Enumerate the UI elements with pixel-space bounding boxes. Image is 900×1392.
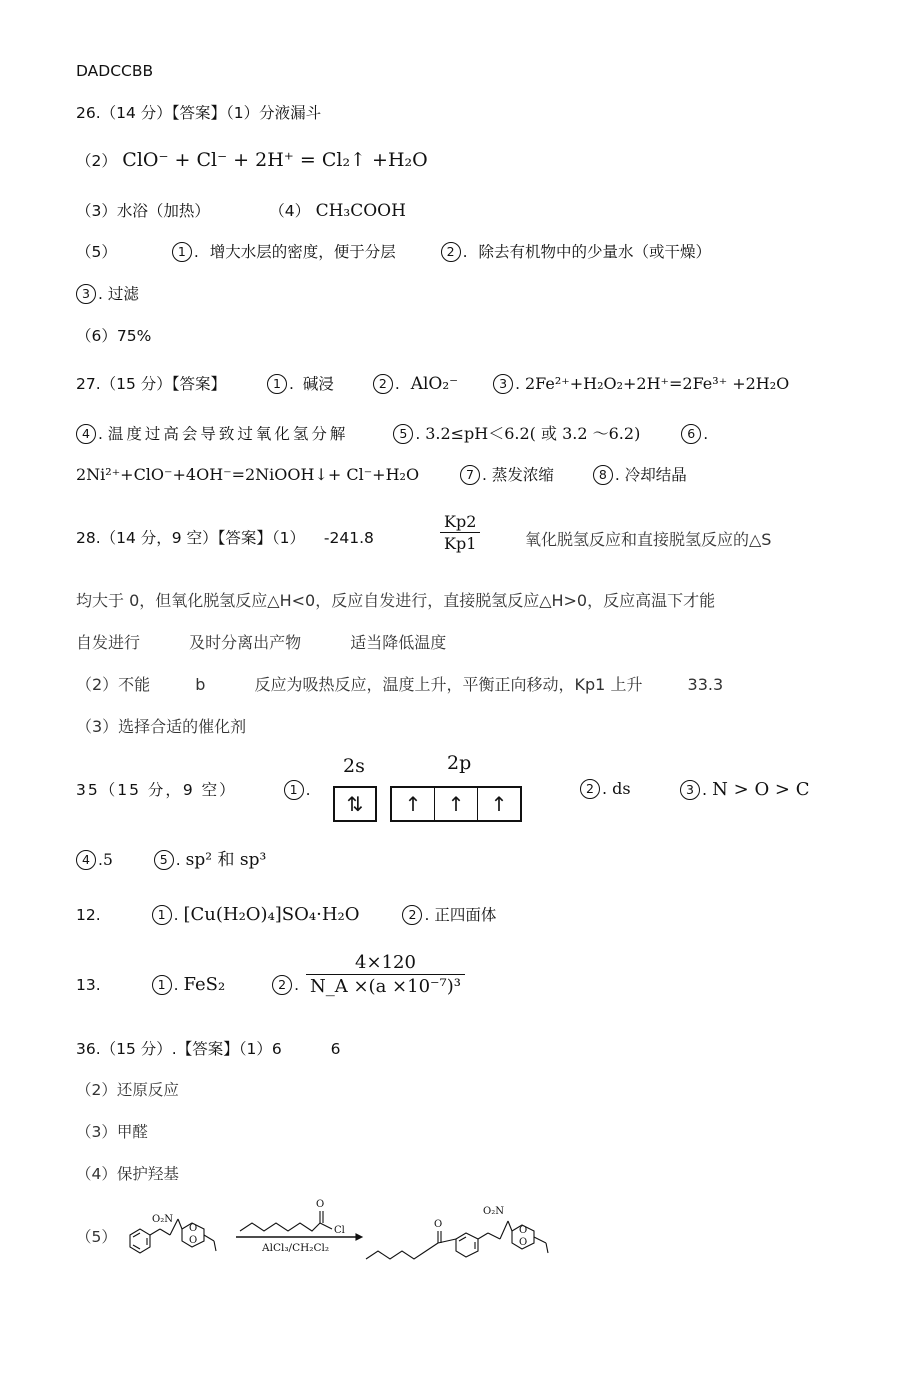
q27-heading: 27.（15 分）【答案】 [76, 375, 227, 393]
q35-line2: 4 .5 5 . sp² 和 sp³ [76, 849, 266, 871]
q13-line: 13. 1 . FeS₂ 2 . [76, 974, 300, 995]
circled-2-icon: 2 [580, 779, 600, 799]
q26-part5-line2: 3 . 过滤 [76, 283, 139, 305]
q26-part5-answer2: 除去有机物中的少量水（或干燥） [478, 243, 712, 261]
q27-answer3: 2Fe²⁺+H₂O₂+2H⁺=2Fe³⁺ +2H₂O [524, 374, 790, 393]
choices-answer: DADCCBB [76, 62, 154, 80]
q28-fraction-denominator: Kp1 [440, 532, 480, 553]
q13-denominator: N_A ×(a ×10⁻⁷)³ [306, 974, 465, 997]
circled-1-icon: 1 [152, 975, 172, 995]
q27-answer4: 温度过高会导致过氧化氢分解 [107, 425, 349, 443]
reaction-conditions: AlCl₃/CH₂Cl₂ [262, 1242, 330, 1254]
q28-fraction-numerator: Kp2 [444, 512, 477, 531]
q26-part4-formula: CH₃COOH [315, 201, 406, 221]
orbital-2p-electron: ↑ [490, 792, 508, 816]
circled-2-icon: 2 [402, 905, 422, 925]
q26-part5: （5） 1 . 增大水层的密度，便于分层 2 . 除去有机物中的少量水（或干燥） [76, 243, 712, 261]
q27-answer6: 2Ni²⁺+ClO⁻+4OH⁻=2NiOOH↓+ Cl⁻+H₂O [76, 465, 420, 484]
q26-part2 [76, 149, 428, 172]
q28-part2c: 反应为吸热反应，温度上升，平衡正向移动，Kp1 上升 [254, 675, 643, 694]
q26-part2-equation: ClO⁻ + Cl⁻ + 2H⁺ = Cl₂↑ +H₂O [122, 149, 428, 171]
q35-answer2: 2 . ds [580, 779, 631, 799]
q28-value1: -241.8 [323, 529, 374, 547]
circled-5-icon: 5 [154, 850, 174, 870]
circled-1-icon: 1 [284, 780, 304, 800]
q28-text3b: 及时分离出产物 [189, 633, 302, 652]
q27-line1: 27.（15 分）【答案】 1 . 碱浸 2 . AlO₂⁻ 3 . 2Fe²⁺+H₂O₂+2H⁺=2Fe³⁺ +2H₂O [76, 374, 790, 394]
q28-line1 [76, 527, 374, 549]
q26-part5-prefix: （5） [76, 243, 117, 261]
q27-answer2: AlO₂⁻ [410, 374, 459, 394]
orbital-2s-label: 2s [343, 755, 365, 777]
q13-answer1: FeS₂ [183, 974, 226, 995]
orbital-2p-label: 2p [447, 752, 472, 774]
q28-part2d: 33.3 [687, 675, 724, 694]
q27-line3: 2Ni²⁺+ClO⁻+4OH⁻=2NiOOH↓+ Cl⁻+H₂O 7 . 蒸发浓缩 8 . 冷却结晶 [76, 465, 687, 484]
reagent-chloride: Cl [334, 1225, 345, 1236]
q28-fraction [440, 512, 480, 553]
q28-part3: （3）选择合适的催化剂 [76, 717, 247, 736]
q35-heading: 35（15 分，9 空） [76, 781, 237, 799]
q13-heading: 13. [76, 976, 101, 994]
q26-part3-4 [76, 200, 406, 222]
circled-2-icon: 2 [373, 374, 393, 394]
q26-part6: （6）75% [76, 327, 152, 345]
orbital-2s-box [333, 786, 377, 822]
q12-answer1: [Cu(H₂O)₄]SO₄·H₂O [183, 904, 360, 925]
product-carbonyl-o: O [434, 1219, 443, 1230]
q36-part4: （4）保护羟基 [76, 1165, 179, 1183]
orbital-2p-box [390, 786, 522, 822]
reactant-o-atom: O [189, 1223, 198, 1234]
q35-answer4: 5 [102, 851, 113, 869]
circled-2-icon: 2 [441, 242, 461, 262]
q27-answer7: 蒸发浓缩 [491, 466, 554, 484]
q26-part5-answer1: 增大水层的密度，便于分层 [209, 243, 396, 261]
circled-1-icon: 1 [172, 242, 192, 262]
q28-heading: 28.（14 分，9 空）【答案】（1） [76, 529, 305, 547]
circled-2-icon: 2 [272, 975, 292, 995]
circled-8-icon: 8 [593, 465, 613, 485]
q13-fraction [306, 952, 465, 997]
q26-part5-answer3: 过滤 [107, 285, 139, 303]
q27-answer8: 冷却结晶 [624, 466, 687, 484]
reaction-scheme [0, 1195, 900, 1285]
q36-part3: （3）甲醛 [76, 1123, 148, 1141]
q12-heading: 12. [76, 906, 101, 924]
q35-answer5: sp² 和 sp³ [185, 850, 267, 870]
q26-part4-prefix: （4） [269, 202, 311, 220]
orbital-2s-electrons: ⇅ [346, 792, 364, 816]
reactant-structure [130, 1219, 216, 1253]
circled-3-icon: 3 [680, 780, 700, 800]
q27-line2: 4 . 温度过高会导致过氧化氢分解 5 . 3.2≤pH＜6.2( 或 3.2 ～6.2) 6 . [76, 423, 708, 445]
q26-heading: 26.（14 分）【答案】（1）分液漏斗 [76, 104, 322, 122]
product-o-atom: O [519, 1237, 528, 1248]
q36-part5: （5） [76, 1228, 117, 1246]
q28-text3c: 适当降低温度 [350, 633, 447, 652]
reactant-o-atom: O [189, 1235, 198, 1246]
q27-answer1: 碱浸 [302, 375, 334, 393]
q28-part2b: b [195, 675, 206, 694]
q36-heading: 36.（15 分）.【答案】（1）6 [76, 1040, 282, 1058]
q28-part2 [76, 674, 723, 696]
q35-answer3-value: N > O > C [712, 779, 810, 800]
q26-part2-prefix: （2） [76, 152, 117, 170]
q27-answer5: 3.2≤pH＜6.2( 或 3.2 ～6.2) [425, 424, 641, 443]
q28-part2a: （2）不能 [76, 675, 151, 694]
circled-7-icon: 7 [460, 465, 480, 485]
q35-answer3: 3 . N > O > C [680, 779, 810, 800]
q13-numerator: 4×120 [355, 952, 416, 973]
q35-line1: 35（15 分，9 空） 1 . [76, 781, 311, 799]
q28-text2: 均大于 0，但氧化脱氢反应△H<0，反应自发进行，直接脱氢反应△H>0，反应高温下才能 [76, 591, 716, 610]
q36-part2: （2）还原反应 [76, 1081, 179, 1099]
q35-answer2-value: ds [612, 779, 631, 798]
q36-line1 [76, 1038, 341, 1060]
circled-4-icon: 4 [76, 424, 96, 444]
circled-4-icon: 4 [76, 850, 96, 870]
circled-1-icon: 1 [267, 374, 287, 394]
q36-heading-b: 6 [330, 1040, 341, 1058]
orbital-2p-electron: ↑ [435, 788, 478, 820]
circled-3-icon: 3 [493, 374, 513, 394]
orbital-2p-electron: ↑ [392, 788, 435, 820]
circled-5-icon: 5 [393, 424, 413, 444]
reagent-carbonyl-o: O [316, 1199, 325, 1210]
product-o-atom: O [519, 1225, 528, 1236]
q26-part3: （3）水浴（加热） [76, 202, 210, 220]
q28-text1: 氧化脱氢反应和直接脱氢反应的△S [525, 530, 772, 549]
q28-text3a: 自发进行 [76, 633, 141, 652]
reactant-no2-label: O₂N [152, 1214, 173, 1225]
q28-text3 [76, 632, 446, 654]
q12-answer2: 正四面体 [434, 906, 497, 924]
q12-line: 12. 1 . [Cu(H₂O)₄]SO₄·H₂O 2 . 正四面体 [76, 904, 497, 925]
circled-6-icon: 6 [681, 424, 701, 444]
circled-1-icon: 1 [152, 905, 172, 925]
product-no2-label: O₂N [483, 1206, 504, 1217]
circled-3-icon: 3 [76, 284, 96, 304]
